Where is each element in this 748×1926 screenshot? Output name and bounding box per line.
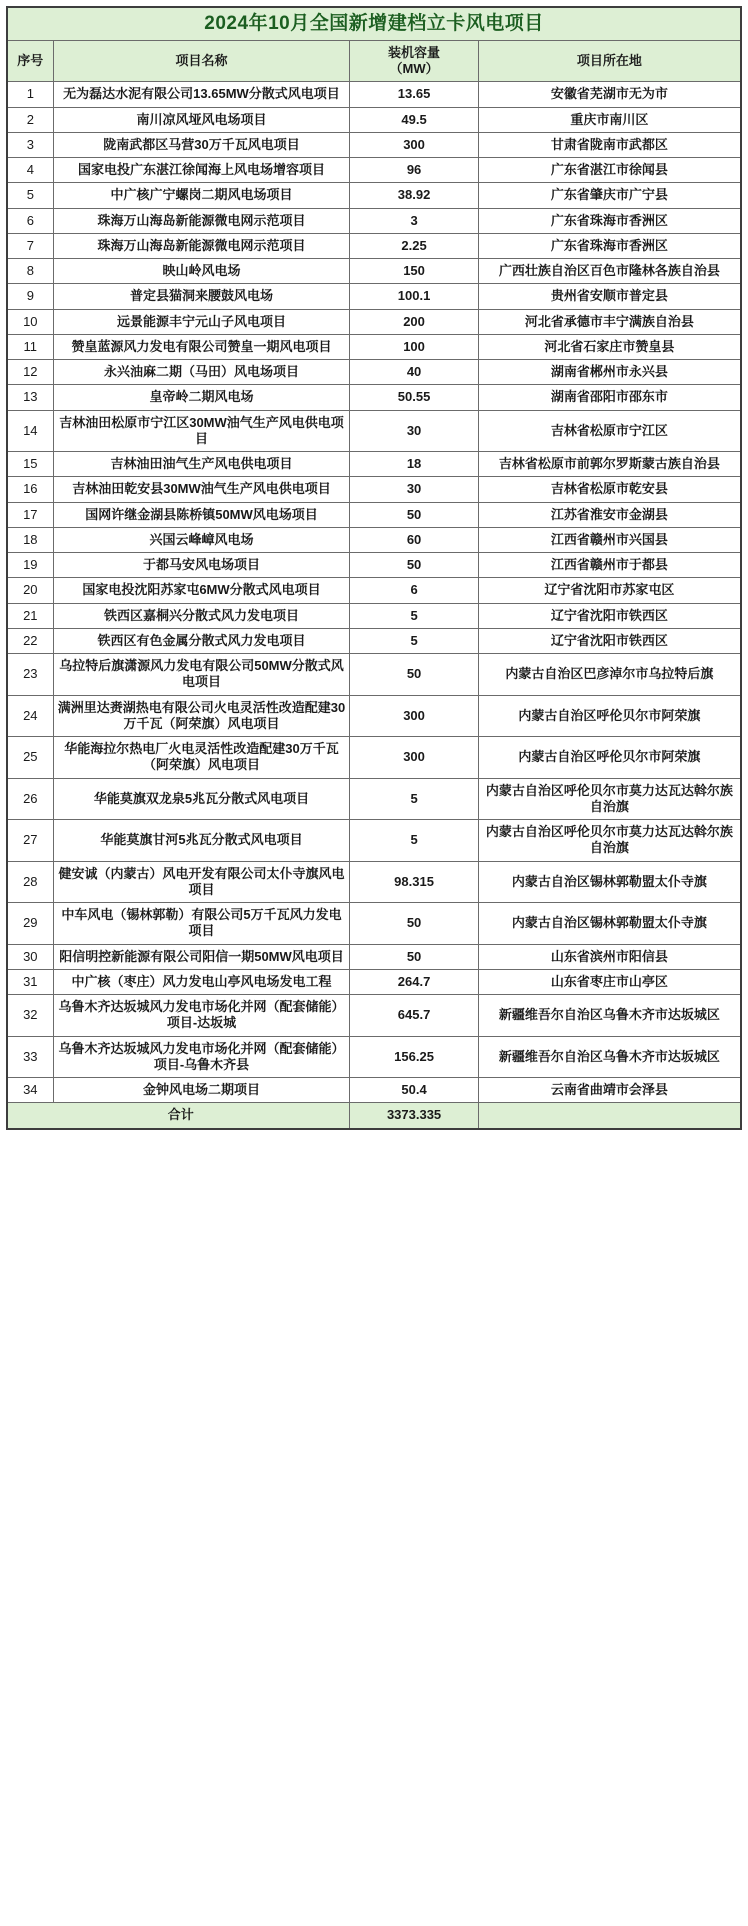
row-project-name: 兴国云峰嶂风电场 [53,527,350,552]
row-location: 内蒙古自治区呼伦贝尔市阿荣旗 [478,695,741,737]
table-row [7,259,741,284]
row-capacity: 6 [350,578,478,603]
row-capacity: 49.5 [350,107,478,132]
row-capacity: 645.7 [350,995,478,1037]
row-location: 内蒙古自治区呼伦贝尔市莫力达瓦达斡尔族自治旗 [478,778,741,820]
row-index: 33 [7,1036,53,1078]
row-location: 辽宁省沈阳市铁西区 [478,603,741,628]
row-index: 6 [7,208,53,233]
table-row [7,107,741,132]
row-project-name: 乌鲁木齐达坂城风力发电市场化并网（配套储能）项目-乌鲁木齐县 [53,1036,350,1078]
row-location: 云南省曲靖市会泽县 [478,1078,741,1103]
row-capacity: 300 [350,695,478,737]
row-index: 29 [7,903,53,945]
row-project-name: 南川凉风垭风电场项目 [53,107,350,132]
row-index: 8 [7,259,53,284]
row-index: 11 [7,334,53,359]
column-header-location: 项目所在地 [478,40,741,82]
total-row [7,1103,741,1129]
row-location: 吉林省松原市乾安县 [478,477,741,502]
row-index: 7 [7,233,53,258]
row-index: 25 [7,737,53,779]
row-capacity: 50.4 [350,1078,478,1103]
table-row [7,208,741,233]
row-project-name: 华能莫旗双龙泉5兆瓦分散式风电项目 [53,778,350,820]
table-row [7,82,741,107]
row-index: 21 [7,603,53,628]
row-capacity: 96 [350,158,478,183]
row-index: 1 [7,82,53,107]
table-row [7,410,741,452]
row-index: 9 [7,284,53,309]
row-location: 广西壮族自治区百色市隆林各族自治县 [478,259,741,284]
row-capacity: 300 [350,737,478,779]
row-capacity: 3 [350,208,478,233]
row-location: 河北省承德市丰宁满族自治县 [478,309,741,334]
row-index: 22 [7,628,53,653]
row-project-name: 中广核（枣庄）风力发电山亭风电场发电工程 [53,969,350,994]
table-row [7,158,741,183]
row-index: 2 [7,107,53,132]
row-index: 4 [7,158,53,183]
table-row [7,578,741,603]
total-label: 合计 [7,1103,350,1129]
row-project-name: 中车风电（锡林郭勒）有限公司5万千瓦风力发电项目 [53,903,350,945]
table-row [7,309,741,334]
row-project-name: 珠海万山海岛新能源微电网示范项目 [53,233,350,258]
row-project-name: 吉林油田乾安县30MW油气生产风电供电项目 [53,477,350,502]
table-row [7,737,741,779]
row-index: 5 [7,183,53,208]
row-project-name: 铁西区有色金属分散式风力发电项目 [53,628,350,653]
row-location: 安徽省芜湖市无为市 [478,82,741,107]
row-project-name: 满洲里达赉湖热电有限公司火电灵活性改造配建30万千瓦（阿荣旗）风电项目 [53,695,350,737]
row-index: 24 [7,695,53,737]
table-row [7,969,741,994]
row-capacity: 5 [350,820,478,862]
table-row [7,233,741,258]
row-project-name: 国家电投广东湛江徐闻海上风电场增容项目 [53,158,350,183]
row-capacity: 13.65 [350,82,478,107]
row-location: 江西省赣州市兴国县 [478,527,741,552]
row-capacity: 100 [350,334,478,359]
table-row [7,477,741,502]
row-index: 18 [7,527,53,552]
row-project-name: 吉林油田松原市宁江区30MW油气生产风电供电项目 [53,410,350,452]
row-location: 内蒙古自治区呼伦贝尔市莫力达瓦达斡尔族自治旗 [478,820,741,862]
row-location: 江苏省淮安市金湖县 [478,502,741,527]
row-location: 河北省石家庄市赞皇县 [478,334,741,359]
table-row [7,284,741,309]
row-capacity: 50 [350,553,478,578]
table-row [7,452,741,477]
row-location: 江西省赣州市于都县 [478,553,741,578]
row-index: 23 [7,654,53,696]
row-project-name: 铁西区嘉桐兴分散式风力发电项目 [53,603,350,628]
row-project-name: 乌拉特后旗潇源风力发电有限公司50MW分散式风电项目 [53,654,350,696]
row-location: 广东省珠海市香洲区 [478,233,741,258]
table-row [7,944,741,969]
row-location: 广东省肇庆市广宁县 [478,183,741,208]
column-header-capacity-line1: 装机容量 [388,44,441,60]
row-capacity: 40 [350,360,478,385]
row-location: 内蒙古自治区锡林郭勒盟太仆寺旗 [478,903,741,945]
page-title-cell [7,7,741,40]
row-capacity: 98.315 [350,861,478,903]
table-row [7,553,741,578]
row-index: 19 [7,553,53,578]
row-capacity: 264.7 [350,969,478,994]
row-location: 湖南省郴州市永兴县 [478,360,741,385]
row-project-name: 健安诚（内蒙古）风电开发有限公司太仆寺旗风电项目 [53,861,350,903]
row-capacity: 38.92 [350,183,478,208]
row-capacity: 18 [350,452,478,477]
table-row [7,502,741,527]
row-index: 12 [7,360,53,385]
row-project-name: 赞皇蓝源风力发电有限公司赞皇一期风电项目 [53,334,350,359]
row-index: 17 [7,502,53,527]
row-capacity: 50 [350,903,478,945]
row-capacity: 300 [350,132,478,157]
row-location: 山东省滨州市阳信县 [478,944,741,969]
row-index: 13 [7,385,53,410]
row-project-name: 国家电投沈阳苏家屯6MW分散式风电项目 [53,578,350,603]
table-row [7,385,741,410]
row-capacity: 30 [350,410,478,452]
row-location: 内蒙古自治区巴彦淖尔市乌拉特后旗 [478,654,741,696]
row-index: 27 [7,820,53,862]
table-row [7,1078,741,1103]
column-header-capacity-line2: （MW） [389,61,439,76]
table-row [7,778,741,820]
table-row [7,995,741,1037]
row-capacity: 50.55 [350,385,478,410]
wind-power-projects-table [6,6,742,1130]
row-project-name: 映山岭风电场 [53,259,350,284]
table-row [7,334,741,359]
row-project-name: 于都马安风电场项目 [53,553,350,578]
row-project-name: 阳信明控新能源有限公司阳信一期50MW风电项目 [53,944,350,969]
row-capacity: 30 [350,477,478,502]
row-index: 32 [7,995,53,1037]
row-index: 20 [7,578,53,603]
row-location: 甘肃省陇南市武都区 [478,132,741,157]
row-project-name: 吉林油田油气生产风电供电项目 [53,452,350,477]
row-capacity: 5 [350,628,478,653]
title-row [7,7,741,40]
table-row [7,603,741,628]
total-capacity-value: 3373.335 [350,1103,478,1129]
row-project-name: 无为磊达水泥有限公司13.65MW分散式风电项目 [53,82,350,107]
table-row [7,654,741,696]
row-location: 辽宁省沈阳市苏家屯区 [478,578,741,603]
row-location: 贵州省安顺市普定县 [478,284,741,309]
row-location: 吉林省松原市前郭尔罗斯蒙古族自治县 [478,452,741,477]
row-index: 10 [7,309,53,334]
row-capacity: 50 [350,654,478,696]
row-capacity: 156.25 [350,1036,478,1078]
table-header-row [7,40,741,82]
row-project-name: 华能海拉尔热电厂火电灵活性改造配建30万千瓦（阿荣旗）风电项目 [53,737,350,779]
table-row [7,820,741,862]
table-row [7,183,741,208]
column-header-index: 序号 [7,40,53,82]
table-row [7,360,741,385]
table-row [7,695,741,737]
row-index: 26 [7,778,53,820]
row-capacity: 50 [350,502,478,527]
row-location: 吉林省松原市宁江区 [478,410,741,452]
page-title: 2024年10月全国新增建档立卡风电项目 [204,13,544,34]
table-row [7,132,741,157]
table-row [7,1036,741,1078]
row-capacity: 150 [350,259,478,284]
row-location: 内蒙古自治区锡林郭勒盟太仆寺旗 [478,861,741,903]
row-location: 内蒙古自治区呼伦贝尔市阿荣旗 [478,737,741,779]
row-project-name: 陇南武都区马营30万千瓦风电项目 [53,132,350,157]
row-project-name: 国网许继金湖县陈桥镇50MW风电场项目 [53,502,350,527]
row-index: 3 [7,132,53,157]
row-project-name: 金钟风电场二期项目 [53,1078,350,1103]
column-header-project-name: 项目名称 [53,40,350,82]
row-project-name: 珠海万山海岛新能源微电网示范项目 [53,208,350,233]
row-index: 30 [7,944,53,969]
row-capacity: 100.1 [350,284,478,309]
row-project-name: 皇帝岭二期风电场 [53,385,350,410]
row-index: 34 [7,1078,53,1103]
column-header-capacity [350,40,478,82]
row-capacity: 50 [350,944,478,969]
row-capacity: 2.25 [350,233,478,258]
table-body [7,7,741,1129]
row-location: 重庆市南川区 [478,107,741,132]
total-blank-cell [478,1103,741,1129]
row-location: 湖南省邵阳市邵东市 [478,385,741,410]
table-row [7,527,741,552]
row-capacity: 5 [350,603,478,628]
row-location: 山东省枣庄市山亭区 [478,969,741,994]
row-project-name: 中广核广宁螺岗二期风电场项目 [53,183,350,208]
row-location: 广东省珠海市香洲区 [478,208,741,233]
row-project-name: 远景能源丰宁元山子风电项目 [53,309,350,334]
row-capacity: 60 [350,527,478,552]
row-capacity: 200 [350,309,478,334]
table-row [7,903,741,945]
row-project-name: 普定县猫洞来腰鼓风电场 [53,284,350,309]
row-index: 15 [7,452,53,477]
table-row [7,628,741,653]
row-project-name: 乌鲁木齐达坂城风力发电市场化并网（配套储能）项目-达坂城 [53,995,350,1037]
row-index: 16 [7,477,53,502]
row-index: 14 [7,410,53,452]
row-project-name: 华能莫旗甘河5兆瓦分散式风电项目 [53,820,350,862]
row-capacity: 5 [350,778,478,820]
row-location: 新疆维吾尔自治区乌鲁木齐市达坂城区 [478,1036,741,1078]
row-location: 新疆维吾尔自治区乌鲁木齐市达坂城区 [478,995,741,1037]
row-project-name: 永兴油麻二期（马田）风电场项目 [53,360,350,385]
row-location: 辽宁省沈阳市铁西区 [478,628,741,653]
row-index: 31 [7,969,53,994]
row-location: 广东省湛江市徐闻县 [478,158,741,183]
table-row [7,861,741,903]
row-index: 28 [7,861,53,903]
